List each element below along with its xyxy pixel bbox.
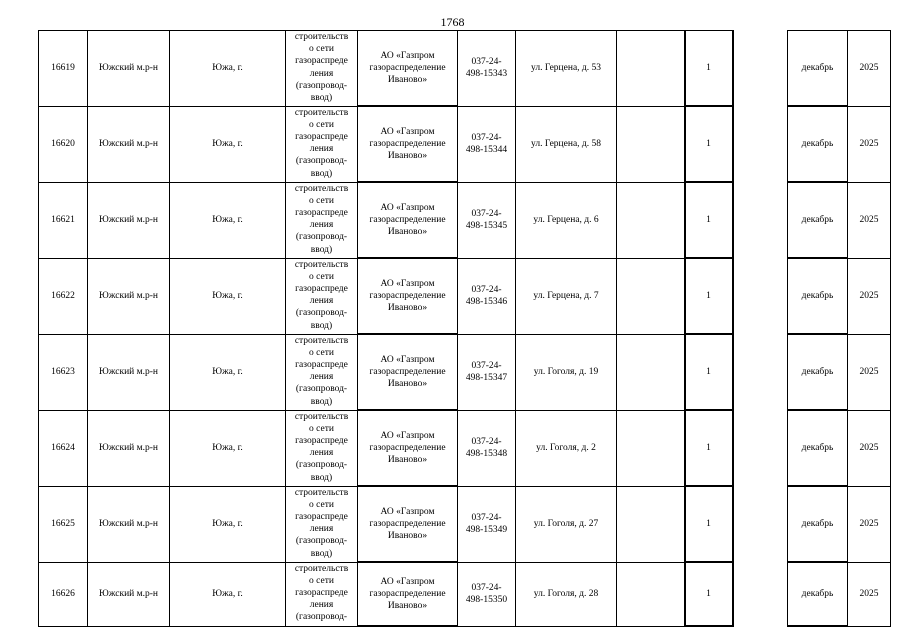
registry-code-line: 037-24- <box>471 209 502 219</box>
month-cell: декабрь <box>788 182 848 258</box>
registry-code-line: 498-15343 <box>465 69 508 80</box>
work-type-line: строительств <box>294 32 349 42</box>
registry-code-cell <box>458 562 516 626</box>
organization-line: Иваново» <box>387 455 428 465</box>
organization-line: АО «Газпром <box>380 279 435 289</box>
work-type-line: строительств <box>294 259 349 270</box>
row-number-cell: 16624 <box>39 410 88 486</box>
organization-line: Иваново» <box>387 379 428 389</box>
blank-cell <box>733 486 788 562</box>
organization-line: газораспределение <box>369 63 446 73</box>
registry-code-line: 037-24- <box>471 513 502 523</box>
district-cell: Южский м.р-н <box>88 182 170 258</box>
work-type-cell <box>286 182 358 258</box>
table-row <box>39 182 891 258</box>
registry-code-line: 037-24- <box>471 583 502 593</box>
work-type-line: ления <box>309 524 334 535</box>
blank-cell <box>733 334 788 410</box>
organization-cell <box>358 106 458 182</box>
count-cell: 1 <box>685 182 733 258</box>
registry-code-line: 037-24- <box>471 133 502 143</box>
city-cell: Южа, г. <box>170 410 286 486</box>
work-type-cell <box>286 258 358 334</box>
empty-cell <box>617 258 685 334</box>
organization-line: Иваново» <box>387 75 428 85</box>
count-cell: 1 <box>685 410 733 486</box>
month-cell: декабрь <box>788 258 848 334</box>
year-cell: 2025 <box>848 562 891 626</box>
organization-line: Иваново» <box>387 601 428 611</box>
organization-line: газораспределение <box>369 589 446 599</box>
registry-code-cell <box>458 31 516 107</box>
work-type-line: ления <box>309 448 334 459</box>
city-cell: Южа, г. <box>170 486 286 562</box>
year-cell: 2025 <box>848 182 891 258</box>
registry-code-cell <box>458 258 516 334</box>
organization-line: АО «Газпром <box>380 577 435 587</box>
empty-cell <box>617 486 685 562</box>
count-cell: 1 <box>685 334 733 410</box>
work-type-line: о сети <box>309 499 334 510</box>
work-type-line: ления <box>309 68 334 79</box>
work-type-line: о сети <box>309 44 334 55</box>
district-cell: Южский м.р-н <box>88 258 170 334</box>
work-type-line: ления <box>309 600 334 611</box>
registry-code-cell <box>458 334 516 410</box>
work-type-line: строительств <box>294 335 349 346</box>
address-cell: ул. Гоголя, д. 2 <box>516 410 617 486</box>
work-type-line: (газопровод- <box>295 156 348 167</box>
year-cell: 2025 <box>848 486 891 562</box>
work-type-cell <box>286 106 358 182</box>
work-type-line: газораспреде <box>295 511 348 522</box>
month-cell: декабрь <box>788 562 848 626</box>
month-cell: декабрь <box>788 334 848 410</box>
work-type-line: ввод) <box>310 93 333 104</box>
address-cell: ул. Герцена, д. 53 <box>516 31 617 107</box>
address-cell: ул. Герцена, д. 6 <box>516 182 617 258</box>
organization-line: газораспределение <box>369 519 446 529</box>
work-type-line: о сети <box>309 575 334 586</box>
empty-cell <box>617 182 685 258</box>
organization-cell <box>358 334 458 410</box>
work-type-cell <box>286 334 358 410</box>
registry-body <box>39 31 891 627</box>
row-number-cell: 16621 <box>39 182 88 258</box>
year-cell: 2025 <box>848 31 891 107</box>
work-type-line: ввод) <box>310 396 333 407</box>
registry-code-line: 037-24- <box>471 361 502 371</box>
month-cell: декабрь <box>788 31 848 107</box>
city-cell: Южа, г. <box>170 258 286 334</box>
blank-cell <box>733 562 788 626</box>
district-cell: Южский м.р-н <box>88 410 170 486</box>
organization-line: Иваново» <box>387 227 428 237</box>
organization-cell <box>358 31 458 107</box>
year-cell: 2025 <box>848 410 891 486</box>
work-type-line: газораспреде <box>295 435 348 446</box>
table-row <box>39 258 891 334</box>
organization-cell <box>358 486 458 562</box>
registry-code-line: 037-24- <box>471 437 502 447</box>
address-cell: ул. Гоголя, д. 27 <box>516 486 617 562</box>
work-type-line: ления <box>309 372 334 383</box>
district-cell: Южский м.р-н <box>88 334 170 410</box>
work-type-line: ления <box>309 220 334 231</box>
registry-code-line: 498-15348 <box>465 449 508 459</box>
city-cell: Южа, г. <box>170 562 286 626</box>
work-type-line: газораспреде <box>295 283 348 294</box>
registry-table <box>38 30 891 627</box>
work-type-line: ления <box>309 296 334 307</box>
registry-code-line: 498-15346 <box>465 297 508 307</box>
table-row <box>39 334 891 410</box>
work-type-line: о сети <box>309 271 334 282</box>
blank-cell <box>733 31 788 107</box>
count-cell: 1 <box>685 31 733 107</box>
registry-code-cell <box>458 182 516 258</box>
organization-line: Иваново» <box>387 531 428 541</box>
registry-code-line: 498-15347 <box>465 373 508 383</box>
address-cell: ул. Герцена, д. 7 <box>516 258 617 334</box>
organization-line: АО «Газпром <box>380 507 435 517</box>
work-type-line: строительств <box>294 107 349 118</box>
registry-code-cell <box>458 486 516 562</box>
row-number-cell: 16620 <box>39 106 88 182</box>
work-type-cell <box>286 410 358 486</box>
work-type-line: строительств <box>294 563 349 574</box>
work-type-cell <box>286 31 358 107</box>
table-row <box>39 562 891 626</box>
month-cell: декабрь <box>788 106 848 182</box>
organization-line: газораспределение <box>369 443 446 453</box>
address-cell: ул. Герцена, д. 58 <box>516 106 617 182</box>
address-cell: ул. Гоголя, д. 28 <box>516 562 617 626</box>
registry-code-cell <box>458 410 516 486</box>
city-cell: Южа, г. <box>170 106 286 182</box>
blank-cell <box>733 410 788 486</box>
empty-cell <box>617 410 685 486</box>
district-cell: Южский м.р-н <box>88 562 170 626</box>
registry-code-line: 498-15345 <box>465 221 508 231</box>
work-type-line: (газопровод- <box>295 308 348 319</box>
work-type-cell <box>286 562 358 626</box>
count-cell: 1 <box>685 106 733 182</box>
address-cell: ул. Гоголя, д. 19 <box>516 334 617 410</box>
organization-cell <box>358 410 458 486</box>
work-type-line: о сети <box>309 119 334 130</box>
year-cell: 2025 <box>848 258 891 334</box>
work-type-line: строительств <box>294 183 349 194</box>
work-type-line: газораспреде <box>295 131 348 142</box>
month-cell: декабрь <box>788 410 848 486</box>
city-cell: Южа, г. <box>170 31 286 107</box>
work-type-line: ления <box>309 144 334 155</box>
registry-code-cell <box>458 106 516 182</box>
organization-line: газораспределение <box>369 139 446 149</box>
empty-cell <box>617 334 685 410</box>
organization-line: АО «Газпром <box>380 127 435 137</box>
district-cell: Южский м.р-н <box>88 31 170 107</box>
work-type-line: (газопровод- <box>295 460 348 471</box>
organization-line: АО «Газпром <box>380 355 435 365</box>
row-number-cell: 16619 <box>39 31 88 107</box>
table-row <box>39 486 891 562</box>
work-type-line: ввод) <box>310 548 333 559</box>
work-type-line: строительств <box>294 411 349 422</box>
work-type-line: газораспреде <box>295 207 348 218</box>
count-cell: 1 <box>685 486 733 562</box>
empty-cell <box>617 106 685 182</box>
organization-cell <box>358 182 458 258</box>
empty-cell <box>617 31 685 107</box>
district-cell: Южский м.р-н <box>88 486 170 562</box>
work-type-line: строительств <box>294 487 349 498</box>
district-cell: Южский м.р-н <box>88 106 170 182</box>
year-cell: 2025 <box>848 334 891 410</box>
work-type-line: (газопровод- <box>295 80 348 91</box>
work-type-cell <box>286 486 358 562</box>
table-row <box>39 31 891 107</box>
organization-line: газораспределение <box>369 215 446 225</box>
registry-code-line: 037-24- <box>471 57 502 68</box>
work-type-line: газораспреде <box>295 56 348 67</box>
organization-line: Иваново» <box>387 303 428 313</box>
work-type-line: о сети <box>309 423 334 434</box>
count-cell: 1 <box>685 562 733 626</box>
row-number-cell: 16622 <box>39 258 88 334</box>
row-number-cell: 16623 <box>39 334 88 410</box>
work-type-line: газораспреде <box>295 587 348 598</box>
row-number-cell: 16625 <box>39 486 88 562</box>
page-number: 1768 <box>440 15 465 29</box>
work-type-line: газораспреде <box>295 359 348 370</box>
work-type-line: ввод) <box>310 168 333 179</box>
organization-cell <box>358 258 458 334</box>
year-cell: 2025 <box>848 106 891 182</box>
count-cell: 1 <box>685 258 733 334</box>
work-type-line: о сети <box>309 347 334 358</box>
registry-code-line: 498-15344 <box>465 145 508 155</box>
blank-cell <box>733 106 788 182</box>
work-type-line: о сети <box>309 195 334 206</box>
registry-code-line: 498-15349 <box>465 525 508 535</box>
organization-line: газораспределение <box>369 367 446 377</box>
blank-cell <box>733 258 788 334</box>
organization-line: Иваново» <box>387 151 428 161</box>
organization-line: АО «Газпром <box>380 431 435 441</box>
work-type-line: ввод) <box>310 320 333 331</box>
organization-line: АО «Газпром <box>380 203 435 213</box>
registry-code-line: 037-24- <box>471 285 502 295</box>
table-row <box>39 410 891 486</box>
table-row <box>39 106 891 182</box>
work-type-line: (газопровод- <box>295 536 348 547</box>
registry-code-line: 498-15350 <box>465 595 508 605</box>
work-type-line: (газопровод- <box>295 612 348 623</box>
work-type-line: ввод) <box>310 244 333 255</box>
organization-line: АО «Газпром <box>380 51 435 61</box>
work-type-line: (газопровод- <box>295 384 348 395</box>
organization-cell <box>358 562 458 626</box>
empty-cell <box>617 562 685 626</box>
city-cell: Южа, г. <box>170 182 286 258</box>
work-type-line: ввод) <box>310 472 333 483</box>
city-cell: Южа, г. <box>170 334 286 410</box>
row-number-cell: 16626 <box>39 562 88 626</box>
organization-line: газораспределение <box>369 291 446 301</box>
month-cell: декабрь <box>788 486 848 562</box>
blank-cell <box>733 182 788 258</box>
work-type-line: (газопровод- <box>295 232 348 243</box>
